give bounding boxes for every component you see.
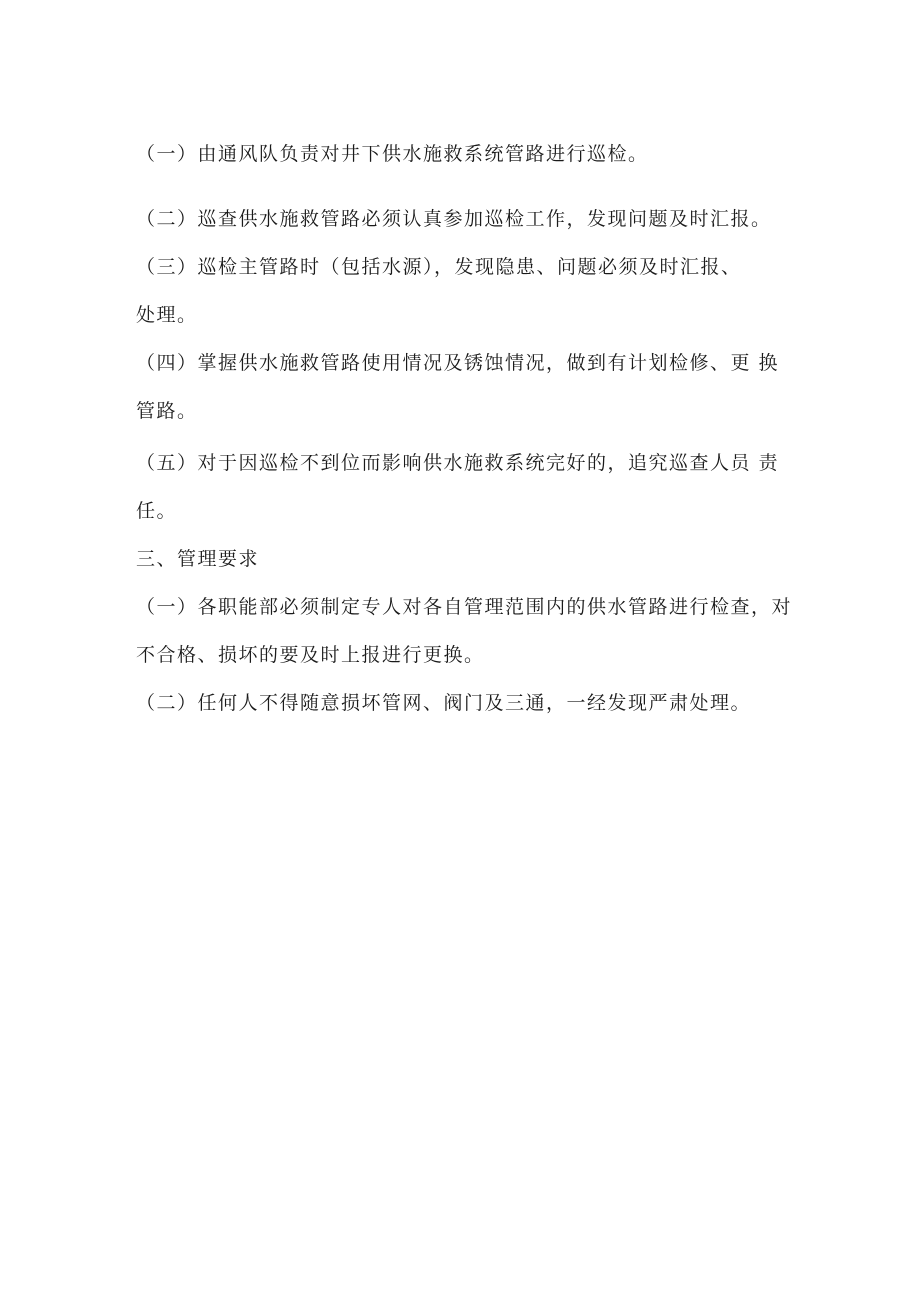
inspection-item-5-continuation: 任。 — [136, 500, 178, 522]
inspection-item-1-line: （一）由通风队负责对井下供水施救系统管路进行巡检。 — [136, 143, 649, 165]
requirement-item-1-line: （一）各职能部必须制定专人对各自管理范围内的供水管路进行检查，对 — [136, 596, 793, 618]
inspection-item-4-line: （四）掌握供水施救管路使用情况及锈蚀情况，做到有计划检修、更 换 — [136, 352, 780, 374]
inspection-item-3-continuation: 处理。 — [136, 304, 198, 326]
inspection-item-3-line: （三）巡检主管路时（包括水源），发现隐患、问题必须及时汇报、 — [136, 256, 742, 278]
requirement-item-2-line: （二）任何人不得随意损坏管网、阀门及三通，一经发现严肃处理。 — [136, 692, 752, 714]
inspection-item-4-continuation: 管路。 — [136, 400, 198, 422]
inspection-item-2-line: （二）巡查供水施救管路必须认真参加巡检工作，发现问题及时汇报。 — [136, 208, 772, 230]
requirement-item-1-continuation: 不合格、损坏的要及时上报进行更换。 — [136, 644, 485, 666]
section-heading: 三、管理要求 — [136, 548, 260, 570]
inspection-item-5-line: （五）对于因巡检不到位而影响供水施救系统完好的，追究巡查人员 责 — [136, 452, 780, 474]
